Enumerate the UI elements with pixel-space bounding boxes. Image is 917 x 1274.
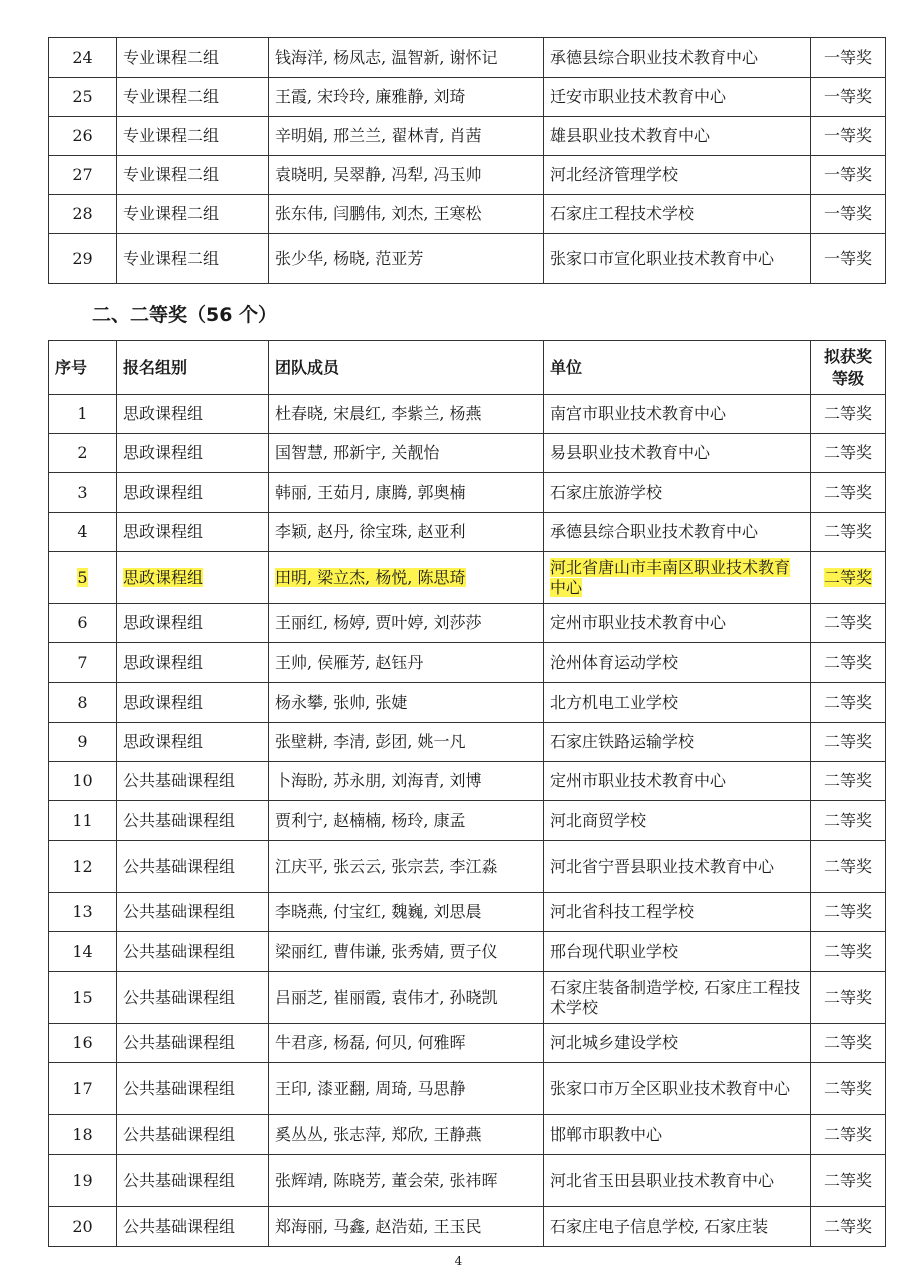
cell-unit xyxy=(544,38,811,78)
cell-award xyxy=(811,38,886,78)
cell-members xyxy=(269,1207,544,1247)
table-row xyxy=(49,1115,886,1155)
cell-unit-text: 定州市职业技术教育中心 xyxy=(550,771,727,790)
cell-no xyxy=(49,762,117,801)
cell-no xyxy=(49,234,117,284)
cell-members-text: 韩丽, 王茹月, 康腾, 郭奥楠 xyxy=(275,482,466,502)
cell-no-text: 29 xyxy=(72,248,93,268)
cell-group xyxy=(117,195,269,234)
table-row xyxy=(49,762,886,801)
cell-unit xyxy=(544,972,811,1024)
cell-members xyxy=(269,117,544,156)
second-prize-table xyxy=(48,340,886,1247)
header-unit: 单位 xyxy=(544,341,811,395)
table-row xyxy=(49,195,886,234)
cell-no-text: 9 xyxy=(77,732,88,751)
cell-members-text: 张辉靖, 陈晓芳, 董会荣, 张祎晖 xyxy=(275,1170,498,1190)
cell-unit-text: 张家口市宣化职业技术教育中心 xyxy=(550,248,775,268)
table-row xyxy=(49,893,886,932)
table-row xyxy=(49,1207,886,1247)
cell-group-text: 公共基础课程组 xyxy=(123,1216,236,1236)
cell-members-text: 李晓燕, 付宝红, 魏巍, 刘思晨 xyxy=(275,902,482,921)
cell-award xyxy=(811,801,886,841)
cell-award xyxy=(811,434,886,473)
cell-members-text: 国智慧, 邢新宇, 关靓怡 xyxy=(275,443,440,462)
cell-members-text: 杜春晓, 宋晨红, 李紫兰, 杨燕 xyxy=(275,404,482,423)
cell-no-text: 10 xyxy=(72,771,93,790)
cell-unit xyxy=(544,156,811,195)
cell-no-text: 24 xyxy=(72,47,93,67)
cell-no-text: 26 xyxy=(72,126,93,145)
cell-group-text: 专业课程二组 xyxy=(123,87,220,106)
cell-members-text: 袁晓明, 吴翠静, 冯犁, 冯玉帅 xyxy=(275,165,482,184)
cell-group-text: 思政课程组 xyxy=(123,692,204,712)
cell-members xyxy=(269,801,544,841)
cell-members-text: 王帅, 侯雁芳, 赵钰丹 xyxy=(275,652,424,672)
cell-members xyxy=(269,643,544,683)
table-row xyxy=(49,604,886,643)
cell-award-text: 二等奖 xyxy=(823,1124,872,1144)
page-number: 4 xyxy=(454,1254,463,1268)
cell-group-text: 思政课程组 xyxy=(123,443,204,462)
cell-group-text: 公共基础课程组 xyxy=(123,1078,236,1098)
cell-members xyxy=(269,604,544,643)
cell-group-text: 思政课程组 xyxy=(123,613,204,632)
cell-members-text: 张东伟, 闫鹏伟, 刘杰, 王寒松 xyxy=(275,204,482,223)
cell-unit xyxy=(544,513,811,552)
cell-group xyxy=(117,683,269,723)
cell-no xyxy=(49,156,117,195)
cell-group-text: 思政课程组 xyxy=(123,652,204,672)
cell-no xyxy=(49,1024,117,1063)
cell-members xyxy=(269,893,544,932)
cell-unit xyxy=(544,801,811,841)
cell-unit-text: 雄县职业技术教育中心 xyxy=(550,126,711,145)
cell-no xyxy=(49,513,117,552)
cell-no-text: 8 xyxy=(77,692,88,712)
cell-group xyxy=(117,762,269,801)
cell-unit-text: 石家庄电子信息学校, 石家庄装 xyxy=(550,1216,769,1236)
table-row xyxy=(49,434,886,473)
cell-award xyxy=(811,1155,886,1207)
cell-unit xyxy=(544,643,811,683)
cell-no xyxy=(49,38,117,78)
table-row xyxy=(49,683,886,723)
cell-no xyxy=(49,195,117,234)
cell-no xyxy=(49,932,117,972)
cell-no xyxy=(49,78,117,117)
table-header-row xyxy=(49,341,886,395)
cell-no xyxy=(49,801,117,841)
cell-unit-text: 河北省科技工程学校 xyxy=(550,902,695,921)
cell-group-text: 思政课程组 xyxy=(123,567,204,587)
cell-unit xyxy=(544,234,811,284)
cell-award xyxy=(811,1115,886,1155)
table-row xyxy=(49,78,886,117)
cell-members xyxy=(269,473,544,513)
cell-award-text: 二等奖 xyxy=(823,482,872,502)
cell-unit xyxy=(544,1063,811,1115)
cell-group xyxy=(117,395,269,434)
cell-no xyxy=(49,972,117,1024)
cell-award-text: 二等奖 xyxy=(823,443,872,462)
cell-no-text: 13 xyxy=(72,902,93,921)
cell-award-text: 二等奖 xyxy=(823,567,872,587)
cell-group-text: 公共基础课程组 xyxy=(123,810,236,830)
cell-no-text: 18 xyxy=(72,1124,93,1144)
cell-members xyxy=(269,156,544,195)
cell-award-text: 二等奖 xyxy=(823,404,872,423)
cell-award-text: 二等奖 xyxy=(823,522,872,541)
cell-members-text: 江庆平, 张云云, 张宗芸, 李江淼 xyxy=(275,856,498,876)
cell-unit-text: 承德县综合职业技术教育中心 xyxy=(550,522,759,541)
cell-award-text: 二等奖 xyxy=(823,1170,872,1190)
cell-award xyxy=(811,513,886,552)
table-row xyxy=(49,395,886,434)
cell-group xyxy=(117,1063,269,1115)
cell-unit xyxy=(544,1024,811,1063)
cell-award xyxy=(811,1024,886,1063)
table-row xyxy=(49,841,886,893)
cell-no xyxy=(49,723,117,762)
cell-award-text: 二等奖 xyxy=(823,810,872,830)
table-row xyxy=(49,38,886,78)
cell-unit-text: 河北省玉田县职业技术教育中心 xyxy=(550,1170,775,1190)
cell-unit-text: 邯郸市职教中心 xyxy=(550,1124,663,1144)
cell-no xyxy=(49,552,117,604)
cell-members xyxy=(269,38,544,78)
cell-award-text: 一等奖 xyxy=(823,47,872,67)
table-row xyxy=(49,1155,886,1207)
cell-members-text: 卜海盼, 苏永朋, 刘海青, 刘博 xyxy=(275,771,482,790)
cell-unit-text: 定州市职业技术教育中心 xyxy=(550,613,727,632)
cell-group xyxy=(117,552,269,604)
cell-no xyxy=(49,473,117,513)
cell-group-text: 思政课程组 xyxy=(123,522,204,541)
cell-no xyxy=(49,683,117,723)
cell-members-text: 田明, 梁立杰, 杨悦, 陈思琦 xyxy=(275,567,466,587)
cell-award xyxy=(811,78,886,117)
cell-award xyxy=(811,893,886,932)
cell-award-text: 二等奖 xyxy=(823,1078,872,1098)
cell-members xyxy=(269,972,544,1024)
cell-unit xyxy=(544,1155,811,1207)
cell-group xyxy=(117,723,269,762)
cell-group xyxy=(117,38,269,78)
cell-unit-text: 南宫市职业技术教育中心 xyxy=(550,404,727,423)
table-row xyxy=(49,513,886,552)
cell-group xyxy=(117,972,269,1024)
cell-award xyxy=(811,683,886,723)
cell-no-text: 6 xyxy=(77,613,88,632)
cell-group xyxy=(117,513,269,552)
cell-members-text: 吕丽芝, 崔丽霞, 袁伟才, 孙晓凯 xyxy=(275,987,498,1007)
cell-unit-text: 石家庄工程技术学校 xyxy=(550,204,695,223)
cell-group-text: 思政课程组 xyxy=(123,482,204,502)
cell-members xyxy=(269,762,544,801)
cell-award xyxy=(811,643,886,683)
cell-group xyxy=(117,1115,269,1155)
cell-unit xyxy=(544,1207,811,1247)
cell-group-text: 专业课程二组 xyxy=(123,165,220,184)
cell-award xyxy=(811,195,886,234)
cell-award xyxy=(811,395,886,434)
cell-members-text: 王霞, 宋玲玲, 廉雅静, 刘琦 xyxy=(275,87,466,106)
cell-no xyxy=(49,1207,117,1247)
table-row xyxy=(49,234,886,284)
table-row xyxy=(49,932,886,972)
cell-unit xyxy=(544,723,811,762)
cell-unit-text: 石家庄装备制造学校, 石家庄工程技术学校 xyxy=(550,977,801,1017)
cell-group-text: 思政课程组 xyxy=(123,732,204,751)
cell-award-text: 二等奖 xyxy=(823,987,872,1007)
table-row xyxy=(49,643,886,683)
cell-no-text: 27 xyxy=(72,165,93,184)
cell-award-text: 二等奖 xyxy=(823,902,872,921)
cell-no xyxy=(49,604,117,643)
cell-members-text: 王印, 漆亚翻, 周琦, 马思静 xyxy=(275,1078,466,1098)
cell-award-text: 二等奖 xyxy=(823,856,872,876)
table-row xyxy=(49,117,886,156)
cell-award xyxy=(811,932,886,972)
cell-no xyxy=(49,643,117,683)
cell-unit-text: 迁安市职业技术教育中心 xyxy=(550,87,727,106)
header-award: 拟获奖等级 xyxy=(811,341,886,395)
cell-unit-text: 河北商贸学校 xyxy=(550,810,647,830)
cell-group xyxy=(117,78,269,117)
cell-group xyxy=(117,473,269,513)
table-row xyxy=(49,473,886,513)
cell-award-text: 二等奖 xyxy=(823,732,872,751)
cell-unit xyxy=(544,893,811,932)
cell-award-text: 二等奖 xyxy=(823,692,872,712)
cell-award-text: 一等奖 xyxy=(823,165,872,184)
cell-unit xyxy=(544,762,811,801)
table-row xyxy=(49,723,886,762)
cell-no-text: 1 xyxy=(77,404,88,423)
cell-award xyxy=(811,972,886,1024)
cell-group xyxy=(117,841,269,893)
cell-members-text: 郑海丽, 马鑫, 赵浩茹, 王玉民 xyxy=(275,1216,482,1236)
cell-members xyxy=(269,552,544,604)
cell-no-text: 4 xyxy=(77,522,88,541)
cell-award xyxy=(811,1207,886,1247)
table-row xyxy=(49,156,886,195)
cell-members-text: 张少华, 杨晓, 范亚芳 xyxy=(275,248,424,268)
cell-group xyxy=(117,893,269,932)
cell-unit-text: 河北经济管理学校 xyxy=(550,165,679,184)
cell-members xyxy=(269,1155,544,1207)
cell-unit-text: 北方机电工业学校 xyxy=(550,692,679,712)
cell-members xyxy=(269,1063,544,1115)
cell-unit xyxy=(544,1115,811,1155)
cell-award-text: 二等奖 xyxy=(823,652,872,672)
cell-group-text: 专业课程二组 xyxy=(123,47,220,67)
cell-group xyxy=(117,932,269,972)
cell-unit-text: 邢台现代职业学校 xyxy=(550,941,679,961)
cell-group-text: 公共基础课程组 xyxy=(123,1124,236,1144)
cell-no-text: 7 xyxy=(77,652,88,672)
cell-members-text: 辛明娟, 邢兰兰, 翟林青, 肖茜 xyxy=(275,126,482,145)
cell-group xyxy=(117,117,269,156)
cell-members xyxy=(269,841,544,893)
cell-members xyxy=(269,1024,544,1063)
table-row xyxy=(49,972,886,1024)
cell-members-text: 奚丛丛, 张志萍, 郑欣, 王静燕 xyxy=(275,1124,482,1144)
cell-unit xyxy=(544,434,811,473)
cell-no-text: 14 xyxy=(72,941,93,961)
cell-award xyxy=(811,473,886,513)
cell-members xyxy=(269,195,544,234)
cell-no-text: 15 xyxy=(72,987,93,1007)
cell-unit xyxy=(544,683,811,723)
cell-no xyxy=(49,434,117,473)
cell-award-text: 二等奖 xyxy=(823,771,872,790)
cell-members xyxy=(269,683,544,723)
cell-unit-text: 石家庄旅游学校 xyxy=(550,482,663,502)
cell-members xyxy=(269,1115,544,1155)
cell-no xyxy=(49,117,117,156)
cell-group-text: 思政课程组 xyxy=(123,404,204,423)
cell-no-text: 2 xyxy=(77,443,88,462)
cell-unit-text: 河北省唐山市丰南区职业技术教育中心 xyxy=(550,557,791,597)
cell-award-text: 一等奖 xyxy=(823,248,872,268)
cell-group-text: 公共基础课程组 xyxy=(123,1170,236,1190)
cell-no-text: 20 xyxy=(72,1216,93,1236)
cell-unit xyxy=(544,932,811,972)
cell-award xyxy=(811,723,886,762)
cell-award xyxy=(811,552,886,604)
cell-no-text: 19 xyxy=(72,1170,93,1190)
cell-no xyxy=(49,1115,117,1155)
cell-group-text: 公共基础课程组 xyxy=(123,856,236,876)
table-row xyxy=(49,801,886,841)
table-row xyxy=(49,1024,886,1063)
table-row xyxy=(49,1063,886,1115)
cell-award-text: 二等奖 xyxy=(823,1033,872,1052)
cell-group-text: 公共基础课程组 xyxy=(123,771,236,790)
cell-award-text: 一等奖 xyxy=(823,87,872,106)
cell-members xyxy=(269,78,544,117)
cell-no-text: 12 xyxy=(72,856,93,876)
cell-members xyxy=(269,723,544,762)
cell-group xyxy=(117,1207,269,1247)
cell-unit-text: 石家庄铁路运输学校 xyxy=(550,732,695,751)
cell-unit-text: 河北城乡建设学校 xyxy=(550,1033,679,1052)
cell-no-text: 25 xyxy=(72,87,93,106)
cell-award-text: 一等奖 xyxy=(823,126,872,145)
cell-group xyxy=(117,604,269,643)
cell-unit xyxy=(544,552,811,604)
cell-group xyxy=(117,801,269,841)
cell-group xyxy=(117,1024,269,1063)
cell-members xyxy=(269,234,544,284)
cell-no xyxy=(49,1063,117,1115)
cell-no xyxy=(49,1155,117,1207)
cell-unit-text: 张家口市万全区职业技术教育中心 xyxy=(550,1078,791,1098)
cell-group xyxy=(117,643,269,683)
cell-no xyxy=(49,395,117,434)
section-title: 二、二等奖（56 个） xyxy=(92,304,278,326)
table-row xyxy=(49,552,886,604)
cell-group-text: 公共基础课程组 xyxy=(123,902,236,921)
cell-award xyxy=(811,117,886,156)
cell-award xyxy=(811,604,886,643)
cell-group xyxy=(117,156,269,195)
cell-award-text: 二等奖 xyxy=(823,613,872,632)
cell-members-text: 梁丽红, 曹伟谦, 张秀婧, 贾子仪 xyxy=(275,941,498,961)
cell-group-text: 公共基础课程组 xyxy=(123,1033,236,1052)
cell-award-text: 二等奖 xyxy=(823,941,872,961)
cell-unit xyxy=(544,78,811,117)
cell-no-text: 16 xyxy=(72,1033,93,1052)
cell-award xyxy=(811,234,886,284)
cell-group-text: 公共基础课程组 xyxy=(123,987,236,1007)
cell-group-text: 公共基础课程组 xyxy=(123,941,236,961)
cell-award-text: 二等奖 xyxy=(823,1216,872,1236)
cell-members xyxy=(269,434,544,473)
cell-members xyxy=(269,932,544,972)
cell-unit-text: 承德县综合职业技术教育中心 xyxy=(550,47,759,67)
cell-no-text: 5 xyxy=(77,567,88,587)
cell-unit xyxy=(544,841,811,893)
cell-group xyxy=(117,434,269,473)
header-members: 团队成员 xyxy=(269,341,544,395)
cell-members-text: 钱海洋, 杨凤志, 温智新, 谢怀记 xyxy=(275,47,498,67)
cell-members xyxy=(269,513,544,552)
cell-members-text: 张壁耕, 李清, 彭团, 姚一凡 xyxy=(275,732,466,751)
cell-unit xyxy=(544,395,811,434)
cell-members-text: 贾利宁, 赵楠楠, 杨玲, 康孟 xyxy=(275,810,466,830)
cell-award xyxy=(811,841,886,893)
cell-members-text: 杨永攀, 张帅, 张婕 xyxy=(275,692,408,712)
cell-unit-text: 易县职业技术教育中心 xyxy=(550,443,711,462)
cell-group-text: 专业课程二组 xyxy=(123,126,220,145)
cell-no xyxy=(49,841,117,893)
cell-group-text: 专业课程二组 xyxy=(123,204,220,223)
cell-award xyxy=(811,762,886,801)
cell-no-text: 28 xyxy=(72,204,93,223)
cell-group xyxy=(117,1155,269,1207)
cell-unit-text: 河北省宁晋县职业技术教育中心 xyxy=(550,856,775,876)
cell-no-text: 17 xyxy=(72,1078,93,1098)
cell-no-text: 11 xyxy=(72,810,93,830)
cell-no-text: 3 xyxy=(77,482,88,502)
cell-unit xyxy=(544,195,811,234)
cell-unit xyxy=(544,117,811,156)
cell-members-text: 李颖, 赵丹, 徐宝珠, 赵亚利 xyxy=(275,522,466,541)
cell-unit-text: 沧州体育运动学校 xyxy=(550,652,679,672)
cell-members-text: 牛君彦, 杨磊, 何贝, 何雅晖 xyxy=(275,1033,466,1052)
cell-group xyxy=(117,234,269,284)
header-no: 序号 xyxy=(49,341,117,395)
cell-unit xyxy=(544,473,811,513)
cell-no xyxy=(49,893,117,932)
cell-members-text: 王丽红, 杨婷, 贾叶婷, 刘莎莎 xyxy=(275,613,482,632)
cell-unit xyxy=(544,604,811,643)
cell-award-text: 一等奖 xyxy=(823,204,872,223)
cell-group-text: 专业课程二组 xyxy=(123,248,220,268)
cell-award xyxy=(811,156,886,195)
cell-members xyxy=(269,395,544,434)
cell-award xyxy=(811,1063,886,1115)
first-prize-table-continued xyxy=(48,37,886,284)
header-group: 报名组别 xyxy=(117,341,269,395)
